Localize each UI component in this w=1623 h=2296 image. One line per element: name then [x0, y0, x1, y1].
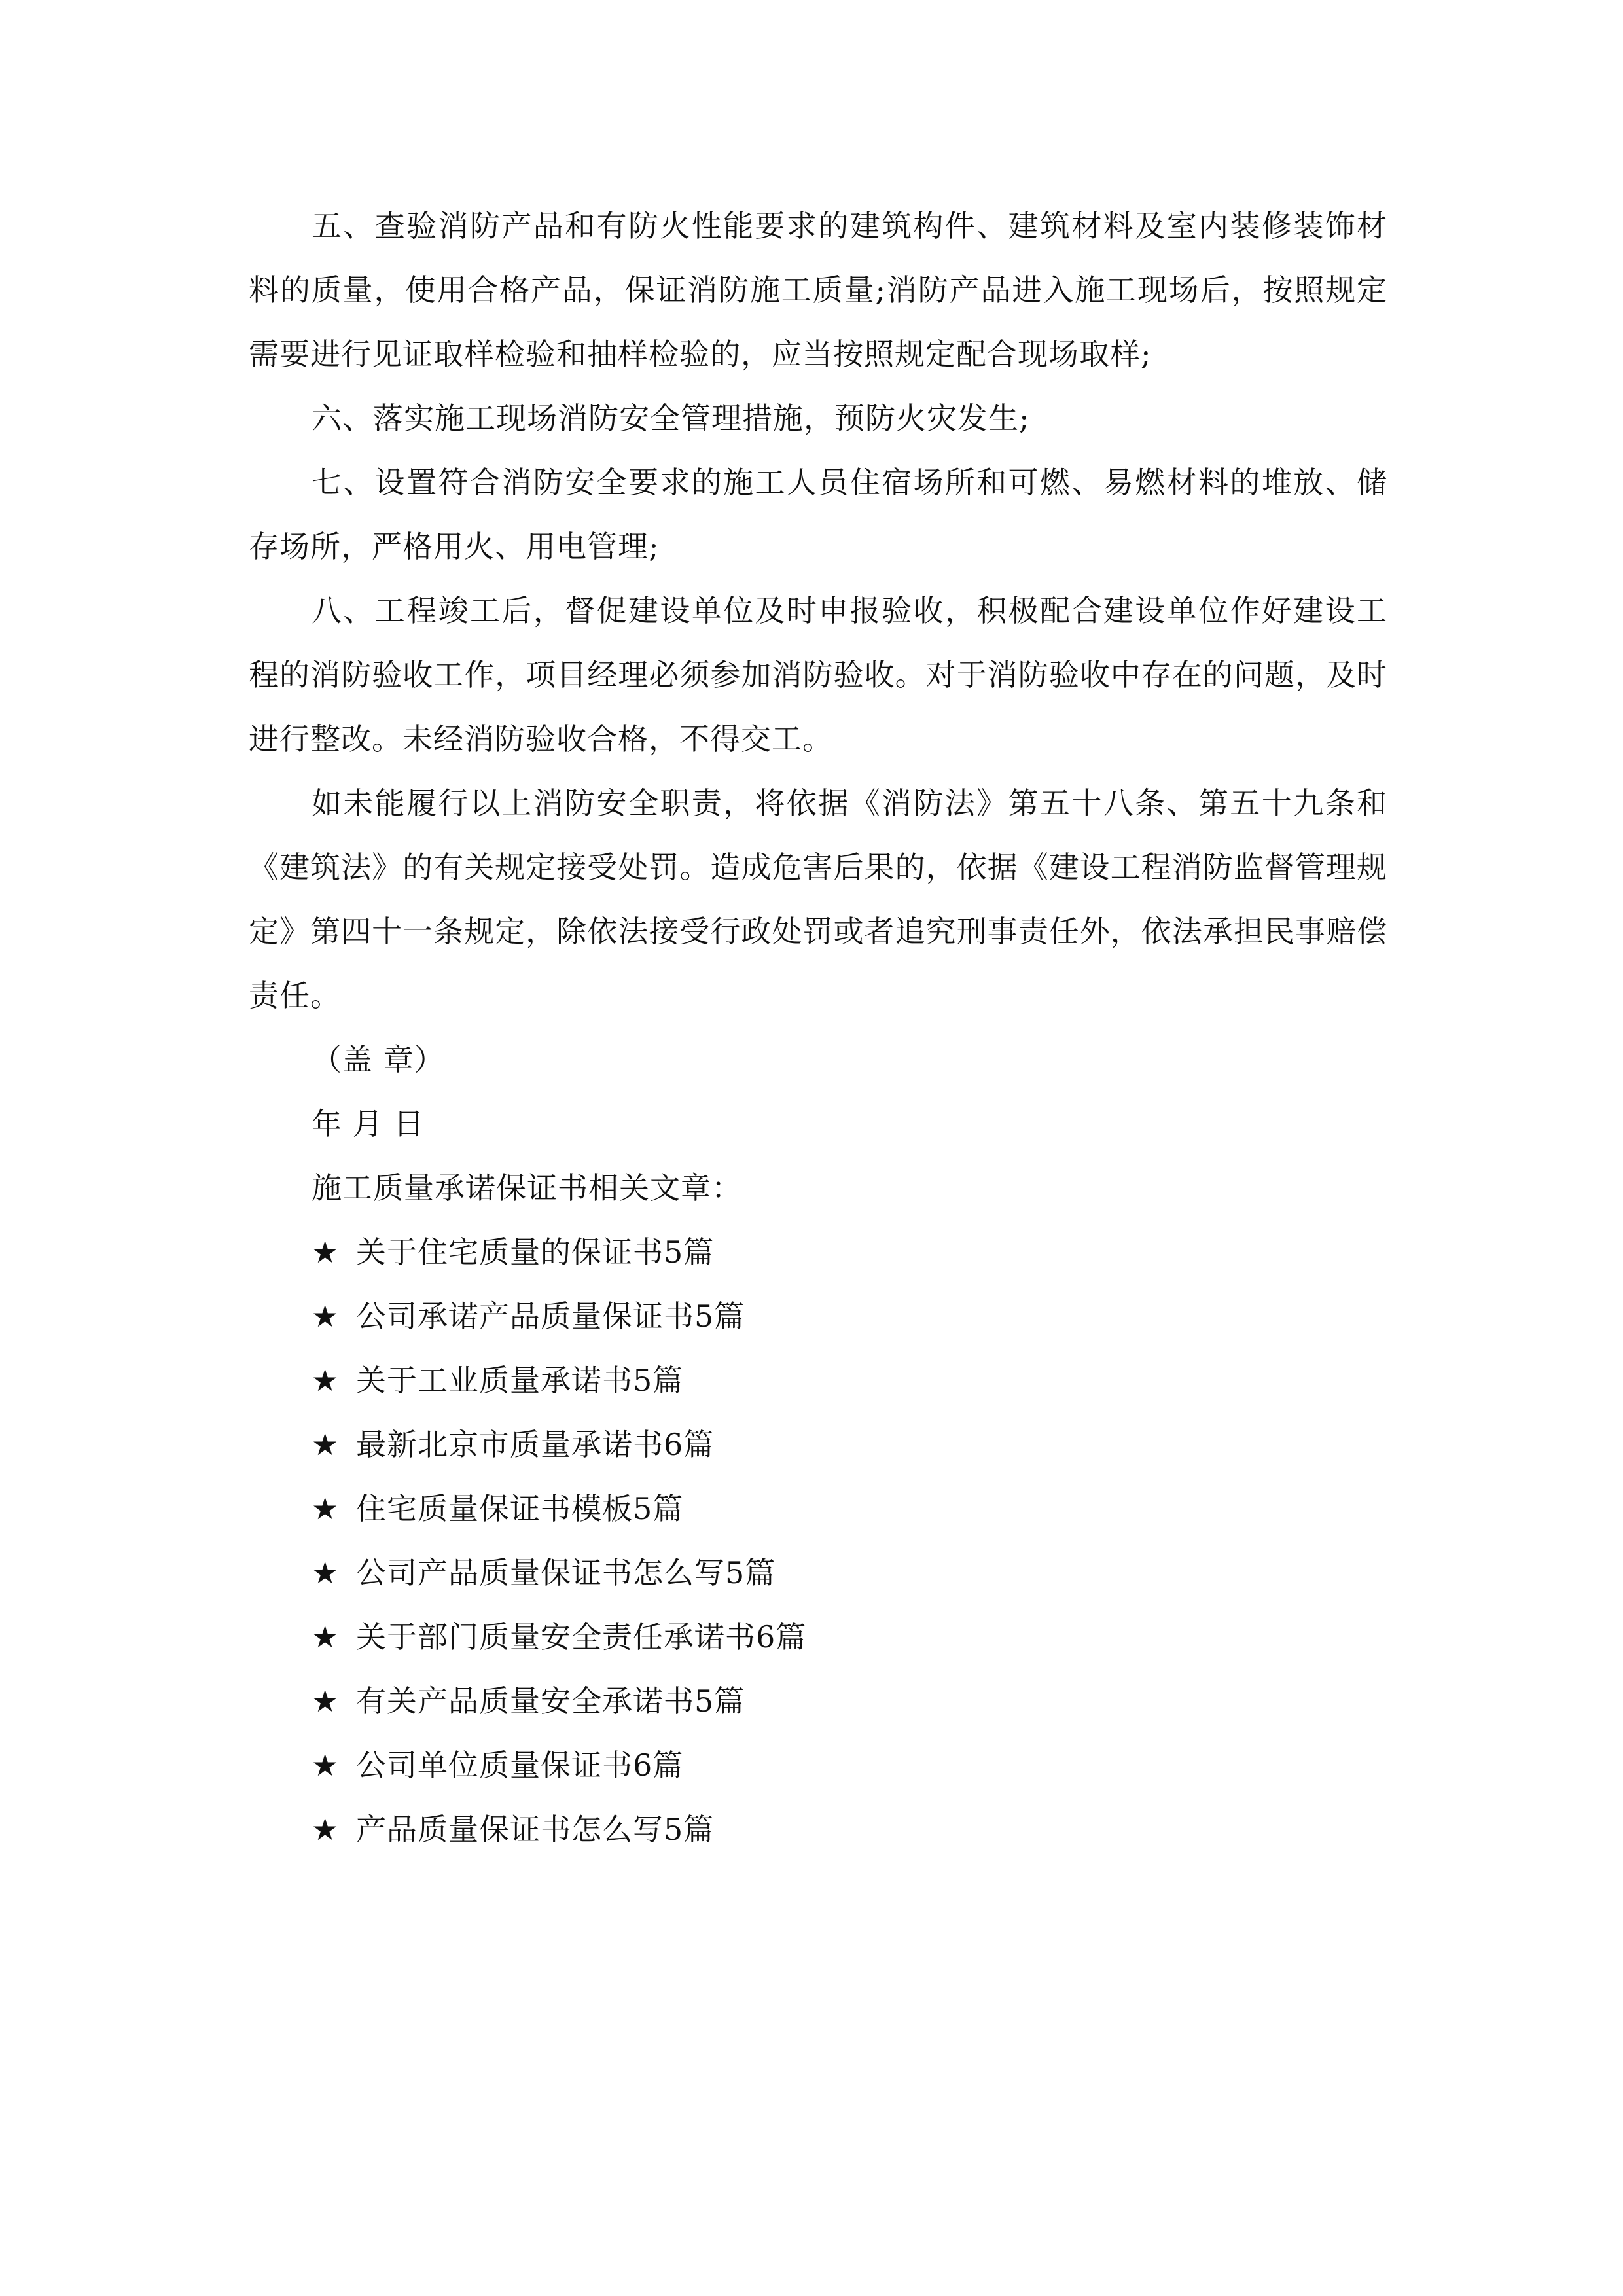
related-article-title: 关于工业质量承诺书5篇 [356, 1363, 684, 1398]
star-icon: ★ [312, 1555, 340, 1590]
related-article-title: 公司单位质量保证书6篇 [356, 1748, 684, 1783]
paragraph-penalty-clause: 如未能履行以上消防安全职责，将依据《消防法》第五十八条、第五十九条和《建筑法》的有关规定接受处罚。造成危害后果的，依据《建设工程消防监督管理规定》第四十一条规定，除依法接受行政处罚或者追究刑事责任外，依法承担民事赔偿责任。 [249, 785, 1387, 1013]
star-icon: ★ [312, 1234, 340, 1270]
related-article-link[interactable] [249, 1797, 1387, 1861]
date-placeholder: 年 月 日 [312, 1106, 425, 1141]
related-articles-heading: 施工质量承诺保证书相关文章： [312, 1170, 742, 1206]
related-article-title: 公司承诺产品质量保证书5篇 [356, 1299, 745, 1334]
related-articles-list [249, 1220, 1387, 1861]
paragraph-item-7: 七、设置符合消防安全要求的施工人员住宿场所和可燃、易燃材料的堆放、储存场所，严格用火、用电管理; [249, 465, 1387, 564]
related-article-link[interactable] [249, 1284, 1387, 1348]
star-icon: ★ [312, 1299, 340, 1334]
related-article-link[interactable] [249, 1220, 1387, 1284]
star-icon: ★ [312, 1427, 340, 1462]
star-icon: ★ [312, 1619, 340, 1655]
related-article-title: 产品质量保证书怎么写5篇 [356, 1812, 715, 1847]
document-body [249, 194, 1387, 1861]
related-article-link[interactable] [249, 1605, 1387, 1669]
related-article-title: 住宅质量保证书模板5篇 [356, 1491, 684, 1526]
related-article-link[interactable] [249, 1669, 1387, 1733]
star-icon: ★ [312, 1748, 340, 1783]
star-icon: ★ [312, 1491, 340, 1526]
related-article-title: 公司产品质量保证书怎么写5篇 [356, 1555, 776, 1590]
paragraph-item-5: 五、查验消防产品和有防火性能要求的建筑构件、建筑材料及室内装修装饰材料的质量，使用合格产品，保证消防施工质量;消防产品进入施工现场后，按照规定需要进行见证取样检验和抽样检验的，应当按照规定配合现场取样; [249, 208, 1387, 372]
related-article-link[interactable] [249, 1477, 1387, 1541]
paragraph-item-8: 八、工程竣工后，督促建设单位及时申报验收，积极配合建设单位作好建设工程的消防验收工作，项目经理必须参加消防验收。对于消防验收中存在的问题，及时进行整改。未经消防验收合格，不得交工。 [249, 593, 1387, 757]
related-article-link[interactable] [249, 1733, 1387, 1797]
related-article-title: 最新北京市质量承诺书6篇 [356, 1427, 715, 1462]
star-icon: ★ [312, 1812, 340, 1847]
related-article-link[interactable] [249, 1541, 1387, 1605]
star-icon: ★ [312, 1683, 340, 1719]
related-article-link[interactable] [249, 1412, 1387, 1477]
seal-placeholder: （盖 章） [312, 1042, 445, 1077]
star-icon: ★ [312, 1363, 340, 1398]
related-article-title: 关于住宅质量的保证书5篇 [356, 1234, 715, 1270]
paragraph-item-6: 六、落实施工现场消防安全管理措施，预防火灾发生; [312, 401, 1030, 436]
related-article-title: 关于部门质量安全责任承诺书6篇 [356, 1619, 807, 1655]
related-article-title: 有关产品质量安全承诺书5篇 [356, 1683, 745, 1719]
related-article-link[interactable] [249, 1348, 1387, 1412]
